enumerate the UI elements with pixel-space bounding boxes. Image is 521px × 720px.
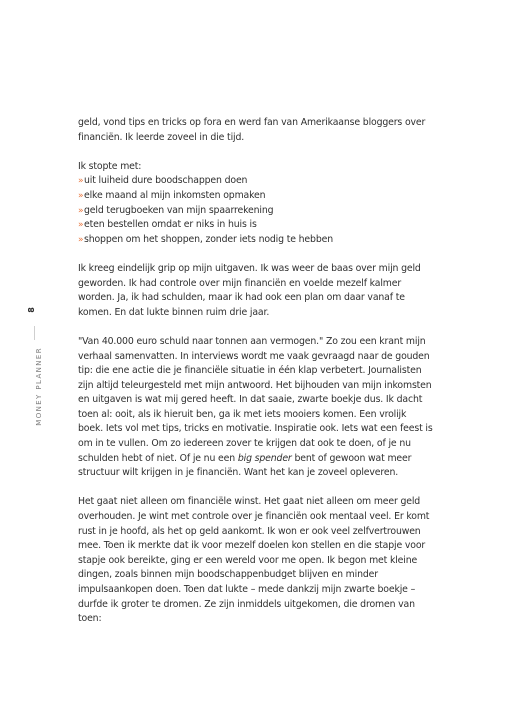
sidebar-divider: [34, 326, 35, 340]
stopped-list: [78, 174, 434, 247]
body-text: [78, 116, 434, 641]
bullet-icon: »: [78, 220, 84, 231]
running-title: MONEY PLANNER: [35, 347, 43, 426]
paragraph-1: geld, vond tips en tricks op fora en werd fan van Amerikaanse bloggers over financiën. Ik leerde zoveel in die tijd.: [78, 117, 426, 143]
page-sidebar: [22, 302, 48, 437]
paragraph-3: "Van 40.000 euro schuld naar tonnen aan vermogen." Zo zou een krant mijn verhaal samenvatten. In interviews wordt me vaak gevraagd naar de gouden tip: die ene actie die je financiële situatie in één klap verbetert. Journalisten zijn altijd teleurgesteld met mijn antwoord. Het bijhouden van mijn inkomsten en uitgaven is wat mij gered heeft. In dat saaie, zwarte boekje dus. Ik dacht toen al: ooit, als ik hieruit ben, ga ik met iets mooiers komen. Een vrolijk boek. Iets vol met tips, tricks en motivatie. Inspiratie ook. Iets wat een feest is om in te vullen. Om zo iedereen zover te krijgen dat ook te doen, of je nu schulden hebt of niet. Of je nu een big spender bent of gewoon wat meer structuur wilt krijgen in je financiën. Want het kan je zoveel opleveren.: [78, 335, 433, 479]
list-intro: Ik stopte met:: [78, 160, 142, 172]
list-item: » elke maand al mijn inkomsten opmaken: [78, 189, 434, 204]
bullet-icon: »: [78, 205, 84, 216]
paragraph-2: Ik kreeg eindelijk grip op mijn uitgaven. Ik was weer de baas over mijn geld geworden. Ik had controle over mijn financiën en voelde mezelf kalmer worden. Ja, ik had schulden, maar ik had ook een plan om daar vanaf te komen. En dat lukte binnen ruim drie jaar.: [78, 262, 421, 318]
bullet-icon: »: [78, 176, 84, 187]
bullet-icon: »: [78, 190, 84, 201]
paragraph-4: Het gaat niet alleen om financiële winst. Het gaat niet alleen om meer geld overhouden. Je wint met controle over je financiën ook mentaal veel. Er komt rust in je hoofd, als het op geld aankomt. Ik won er ook veel zelfvertrouwen mee. Toen ik merkte dat ik voor mezelf doelen kon stellen en die stapje voor stapje ook bereikte, ging er een wereld voor me open. Ik begon met kleine dingen, zoals binnen mijn boodschappenbudget blijven en minder impulsaankopen doen. Toen dat lukte – mede dankzij mijn zwarte boekje – durfde ik groter te dromen. Ze zijn inmiddels uitgekomen, die dromen van toen:: [78, 496, 430, 625]
list-item: » geld terugboeken van mijn spaarrekening: [78, 204, 434, 219]
bullet-icon: »: [78, 234, 84, 245]
page-number: 8: [27, 307, 36, 313]
list-item: » shoppen om het shoppen, zonder iets nodig te hebben: [78, 233, 434, 248]
italic-phrase: big spender: [237, 452, 292, 464]
list-item: » eten bestellen omdat er niks in huis is: [78, 218, 434, 233]
list-item: » uit luiheid dure boodschappen doen: [78, 174, 434, 189]
